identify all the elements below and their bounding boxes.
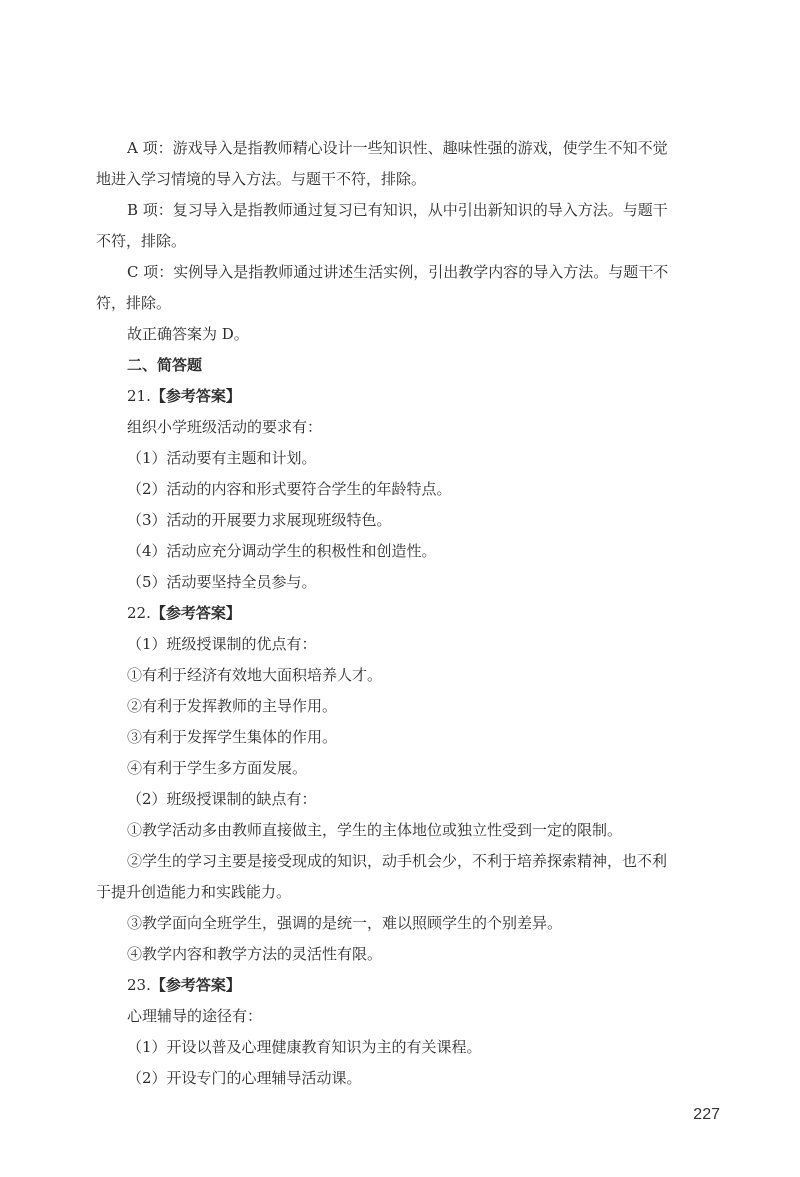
text-line: （5）活动要坚持全员参与。 (127, 573, 317, 591)
text-line: 组织小学班级活动的要求有： (127, 418, 323, 436)
text-line: （1）开设以普及心理健康教育知识为主的有关课程。 (127, 1038, 482, 1056)
text-line: C 项：实例导入是指教师通过讲述生活实例，引出教学内容的导入方法。与题干不 (127, 263, 669, 281)
page-number: 227 (693, 1106, 720, 1123)
answer-label: 【参考答案】 (150, 976, 241, 994)
text-line: （2）活动的内容和形式要符合学生的年龄特点。 (127, 480, 452, 498)
text-line: 故正确答案为 D。 (127, 325, 249, 343)
text-line: （1）班级授课制的优点有： (127, 635, 317, 653)
text-line: ④有利于学生多方面发展。 (127, 759, 308, 777)
question-number: 22. (127, 604, 151, 622)
text-line: 符，排除。 (96, 294, 172, 312)
text-line: B 项：复习导入是指教师通过复习已有知识，从中引出新知识的导入方法。与题干 (127, 201, 668, 219)
text-line: A 项：游戏导入是指教师精心设计一些知识性、趣味性强的游戏，使学生不知不觉 (127, 139, 668, 157)
text-line: 地进入学习情境的导入方法。与题干不符，排除。 (96, 170, 427, 188)
text-line: ②学生的学习主要是接受现成的知识，动手机会少，不利于培养探索精神，也不利 (127, 852, 668, 870)
text-line: 心理辅导的途径有： (127, 1007, 263, 1025)
answer-heading (96, 381, 724, 412)
text-line: （3）活动的开展要力求展现班级特色。 (127, 511, 392, 529)
text-line: 于提升创造能力和实践能力。 (96, 883, 292, 901)
answer-label: 【参考答案】 (150, 604, 241, 622)
text-line: （4）活动应充分调动学生的积极性和创造性。 (127, 542, 437, 560)
answer-heading (96, 598, 724, 629)
text-line: ①教学活动多由教师直接做主，学生的主体地位或独立性受到一定的限制。 (127, 821, 623, 839)
text-line: ①有利于经济有效地大面积培养人才。 (127, 666, 383, 684)
answer-heading (96, 970, 724, 1001)
text-line: 不符，排除。 (96, 232, 187, 250)
page-body (96, 133, 724, 1094)
text-line: （1）活动要有主题和计划。 (127, 449, 317, 467)
text-line: ④教学内容和教学方法的灵活性有限。 (127, 945, 383, 963)
section-heading: 二、简答题 (127, 356, 203, 374)
text-line: ②有利于发挥教师的主导作用。 (127, 697, 338, 715)
answer-label: 【参考答案】 (150, 387, 241, 405)
text-line: ③教学面向全班学生，强调的是统一，难以照顾学生的个别差异。 (127, 914, 563, 932)
question-number: 21. (127, 387, 151, 405)
text-line: （2）班级授课制的缺点有： (127, 790, 317, 808)
text-line: （2）开设专门的心理辅导活动课。 (127, 1069, 362, 1087)
text-line: ③有利于发挥学生集体的作用。 (127, 728, 338, 746)
question-number: 23. (127, 976, 151, 994)
